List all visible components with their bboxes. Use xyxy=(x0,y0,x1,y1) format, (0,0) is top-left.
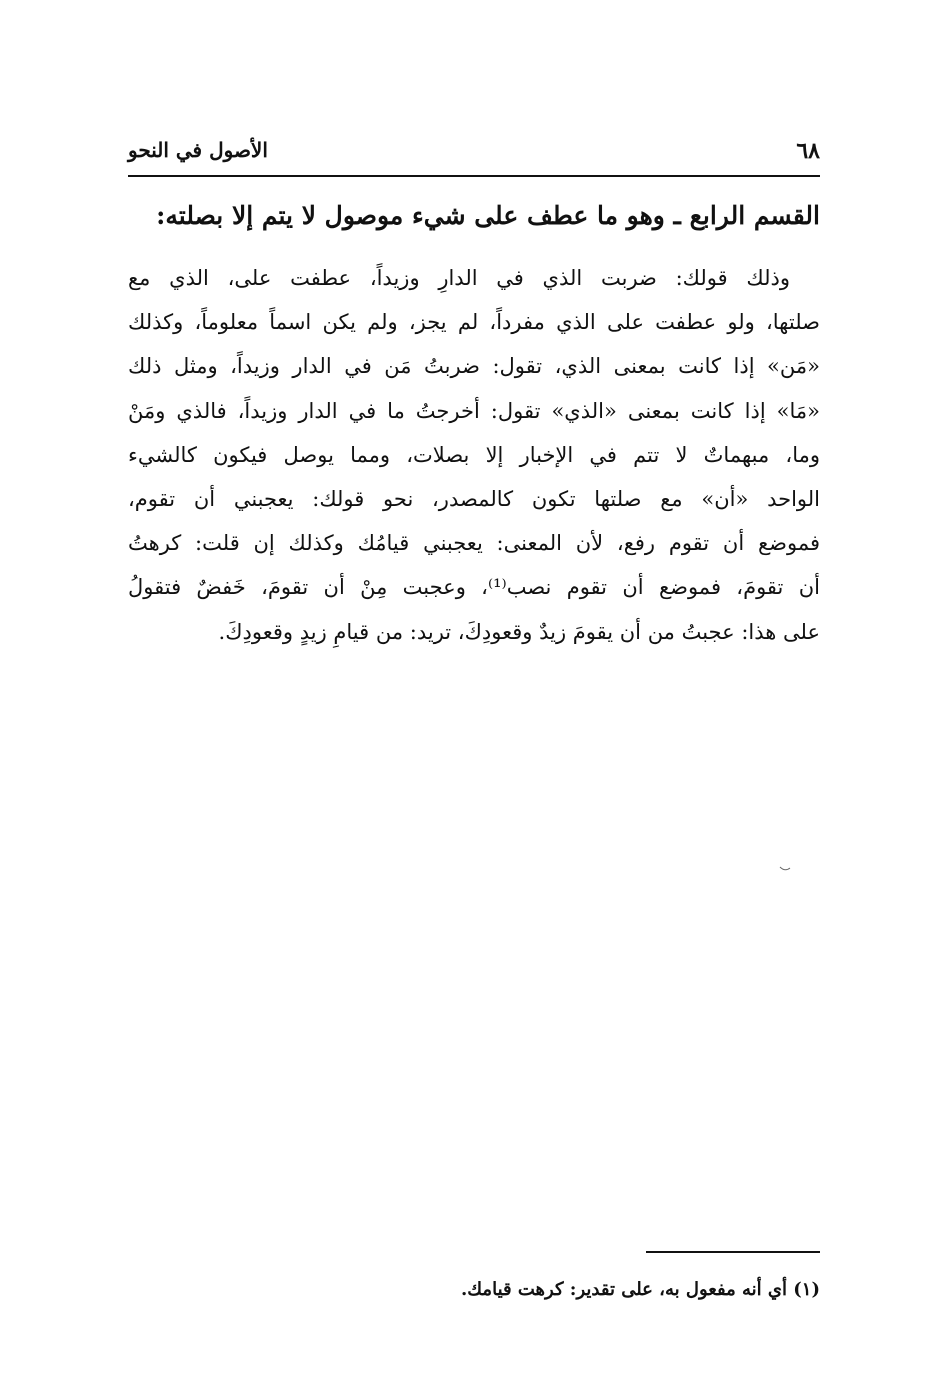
body-line: «مَن» إذا كانت بمعنى الذي، تقول: ضربتُ مَن في الدار وزيداً، ومثل ذلك xyxy=(128,354,820,379)
body-line: «مَا» إذا كانت بمعنى «الذي» تقول: أخرجتُ ما في الدار وزيداً، فالذي ومَنْ xyxy=(128,398,820,423)
body-line: على هذا: عجبتُ من أن يقومَ زيدٌ وقعودِكَ، تريد: من قيامِ زيدٍ وقعودِكَ. xyxy=(218,619,820,644)
body-line: أن تقومَ، فموضع أن تقوم نصب⁽¹⁾، وعجبت مِنْ أن تقومَ، خَفضٌ فتقولُ xyxy=(128,575,820,600)
body-line: الواحد «أن» مع صلتها تكون كالمصدر، نحو قولك: يعجبني أن تقوم، xyxy=(128,486,820,511)
section-heading: القسم الرابع ـ وهو ما عطف على شيء موصول لا يتم إلا بصلته: xyxy=(156,201,820,230)
scan-speck xyxy=(779,866,791,872)
body-line: وذلك قولك: ضربت الذي في الدارِ وزيداً، عطفت على، الذي مع xyxy=(128,266,790,290)
body-text xyxy=(128,256,820,654)
running-title: الأصول في النحو xyxy=(128,138,268,162)
page-header xyxy=(128,138,820,170)
page-number: ٦٨ xyxy=(796,138,820,164)
body-line: وما، مبهماتٌ لا تتم في الإخبار إلا بصلات، ومما يوصل فيكون كالشيء xyxy=(128,442,820,467)
body-line: صلتها، ولو عطفت على الذي مفرداً، لم يجز، ولم يكن اسماً معلوماً، وكذلك xyxy=(128,310,820,335)
header-rule xyxy=(128,175,820,177)
body-line: فموضع أن تقوم رفع، لأن المعنى: يعجبني قيامُك وكذلك إن قلت: كرهتُ xyxy=(128,531,820,556)
footnote-rule xyxy=(646,1251,820,1253)
footnote: (١) أي أنه مفعول به، على تقدير: كرهت قيامك. xyxy=(461,1279,820,1300)
